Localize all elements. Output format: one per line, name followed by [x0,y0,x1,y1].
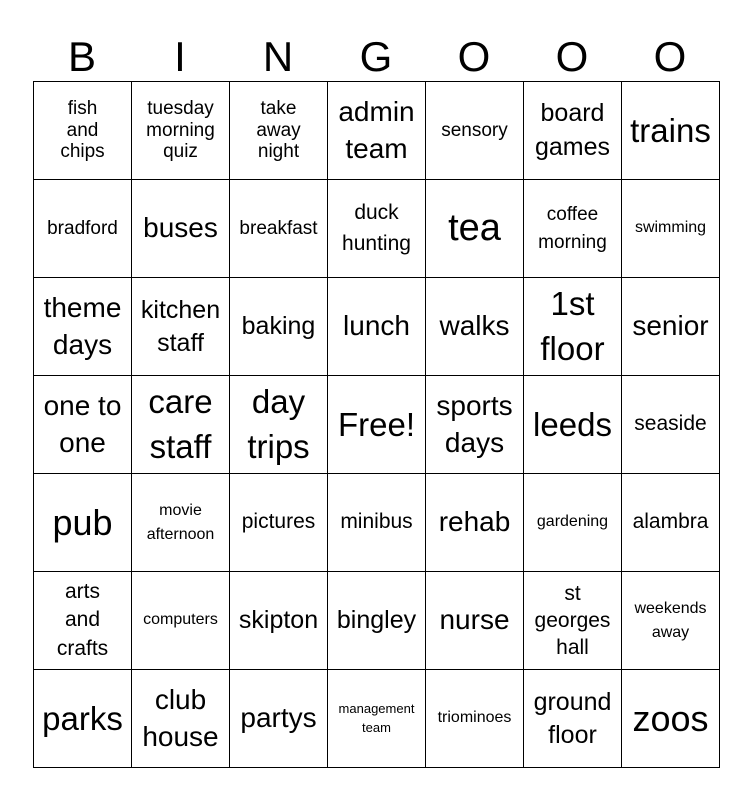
bingo-cell[interactable] [132,278,230,376]
cell-label: lunch [343,310,410,342]
cell-label: day trips [247,382,310,465]
cell-label: seaside [634,412,707,436]
cell-label: walks [439,310,510,342]
bingo-cell[interactable] [230,180,328,278]
cell-label: weekends away [634,600,707,641]
header-letter-i: I [174,32,186,80]
bingo-cell[interactable] [426,376,524,474]
bingo-grid [33,81,720,768]
bingo-cell[interactable] [524,376,622,474]
cell-label: skipton [238,606,319,635]
bingo-cell[interactable] [328,572,426,670]
cell-label: pictures [241,510,316,534]
header-letter-n: N [262,32,294,80]
cell-label: rehab [438,506,511,538]
cell-label: tuesday morning quiz [146,97,215,163]
bingo-cell[interactable] [622,670,720,768]
bingo-cell[interactable] [34,670,132,768]
bingo-cell[interactable] [622,278,720,376]
cell-label: pub [52,501,113,543]
bingo-cell[interactable] [622,376,720,474]
cell-label: computers [143,611,218,629]
bingo-cell[interactable] [622,82,720,180]
cell-label: care staff [148,382,213,465]
cell-label: coffee morning [538,203,607,253]
cell-label: breakfast [239,217,318,239]
bingo-cell[interactable] [524,670,622,768]
cell-label: sensory [441,119,508,141]
free-space[interactable] [328,376,426,474]
bingo-cell[interactable] [426,572,524,670]
bingo-cell[interactable] [132,474,230,572]
bingo-cell[interactable] [524,572,622,670]
bingo-cell[interactable] [34,278,132,376]
bingo-cell[interactable] [328,180,426,278]
bingo-cell[interactable] [230,572,328,670]
bingo-cell[interactable] [622,180,720,278]
bingo-cell[interactable] [524,474,622,572]
bingo-cell[interactable] [328,474,426,572]
cell-label: trains [630,111,711,149]
bingo-cell[interactable] [230,278,328,376]
cell-label: ground floor [533,688,612,749]
cell-label: zoos [632,697,709,739]
bingo-cell[interactable] [622,572,720,670]
header-letter-b: B [67,32,96,80]
cell-label: baking [241,312,316,341]
cell-label: movie afternoon [146,502,215,543]
cell-label: 1st floor [540,284,605,367]
cell-label: st georges hall [534,581,611,660]
cell-label: one to one [43,390,122,458]
bingo-cell[interactable] [524,180,622,278]
bingo-cell[interactable] [328,278,426,376]
bingo-cell[interactable] [426,670,524,768]
bingo-header [33,32,719,81]
bingo-cell[interactable] [328,670,426,768]
cell-label: bradford [47,217,118,239]
cell-label: theme days [43,292,122,360]
bingo-cell[interactable] [132,180,230,278]
bingo-cell[interactable] [524,278,622,376]
bingo-cell[interactable] [132,572,230,670]
bingo-cell[interactable] [34,474,132,572]
cell-label: fish and chips [60,97,105,163]
header-letter-o-2: O [555,32,589,80]
cell-label: management team [338,701,415,735]
bingo-cell[interactable] [426,180,524,278]
bingo-cell[interactable] [230,82,328,180]
bingo-cell[interactable] [34,572,132,670]
cell-label: nurse [439,604,510,636]
bingo-cell[interactable] [426,82,524,180]
cell-label: parks [42,699,123,737]
cell-label: admin team [338,96,415,164]
header-letter-o-1: O [457,32,491,80]
bingo-cell[interactable] [34,180,132,278]
cell-label: arts and crafts [56,579,109,660]
header-letter-o-3: O [653,32,687,80]
cell-label: buses [143,212,218,244]
bingo-cell[interactable] [524,82,622,180]
bingo-cell[interactable] [34,82,132,180]
cell-label: bingley [336,606,417,635]
cell-label: take away night [256,97,301,163]
cell-label: leeds [533,405,612,443]
cell-label: duck hunting [342,201,411,255]
bingo-cell[interactable] [426,278,524,376]
cell-label: Free! [337,405,416,443]
cell-label: senior [632,310,709,342]
cell-label: alambra [632,510,709,534]
bingo-cell[interactable] [622,474,720,572]
cell-label: club house [142,684,219,752]
cell-label: tea [448,206,501,249]
bingo-cell[interactable] [34,376,132,474]
bingo-cell[interactable] [230,474,328,572]
bingo-cell[interactable] [132,376,230,474]
header-letter-g: G [359,32,393,80]
bingo-cell[interactable] [132,82,230,180]
cell-label: gardening [536,513,609,531]
cell-label: triominoes [437,709,512,727]
cell-label: sports days [436,390,513,458]
cell-label: minibus [340,510,413,534]
bingo-cell[interactable] [230,670,328,768]
cell-label: partys [240,702,317,734]
bingo-cell[interactable] [426,474,524,572]
cell-label: board games [534,98,611,161]
bingo-cell[interactable] [132,670,230,768]
bingo-cell[interactable] [328,82,426,180]
cell-label: kitchen staff [140,296,221,357]
cell-label: swimming [634,219,707,237]
bingo-cell[interactable] [230,376,328,474]
